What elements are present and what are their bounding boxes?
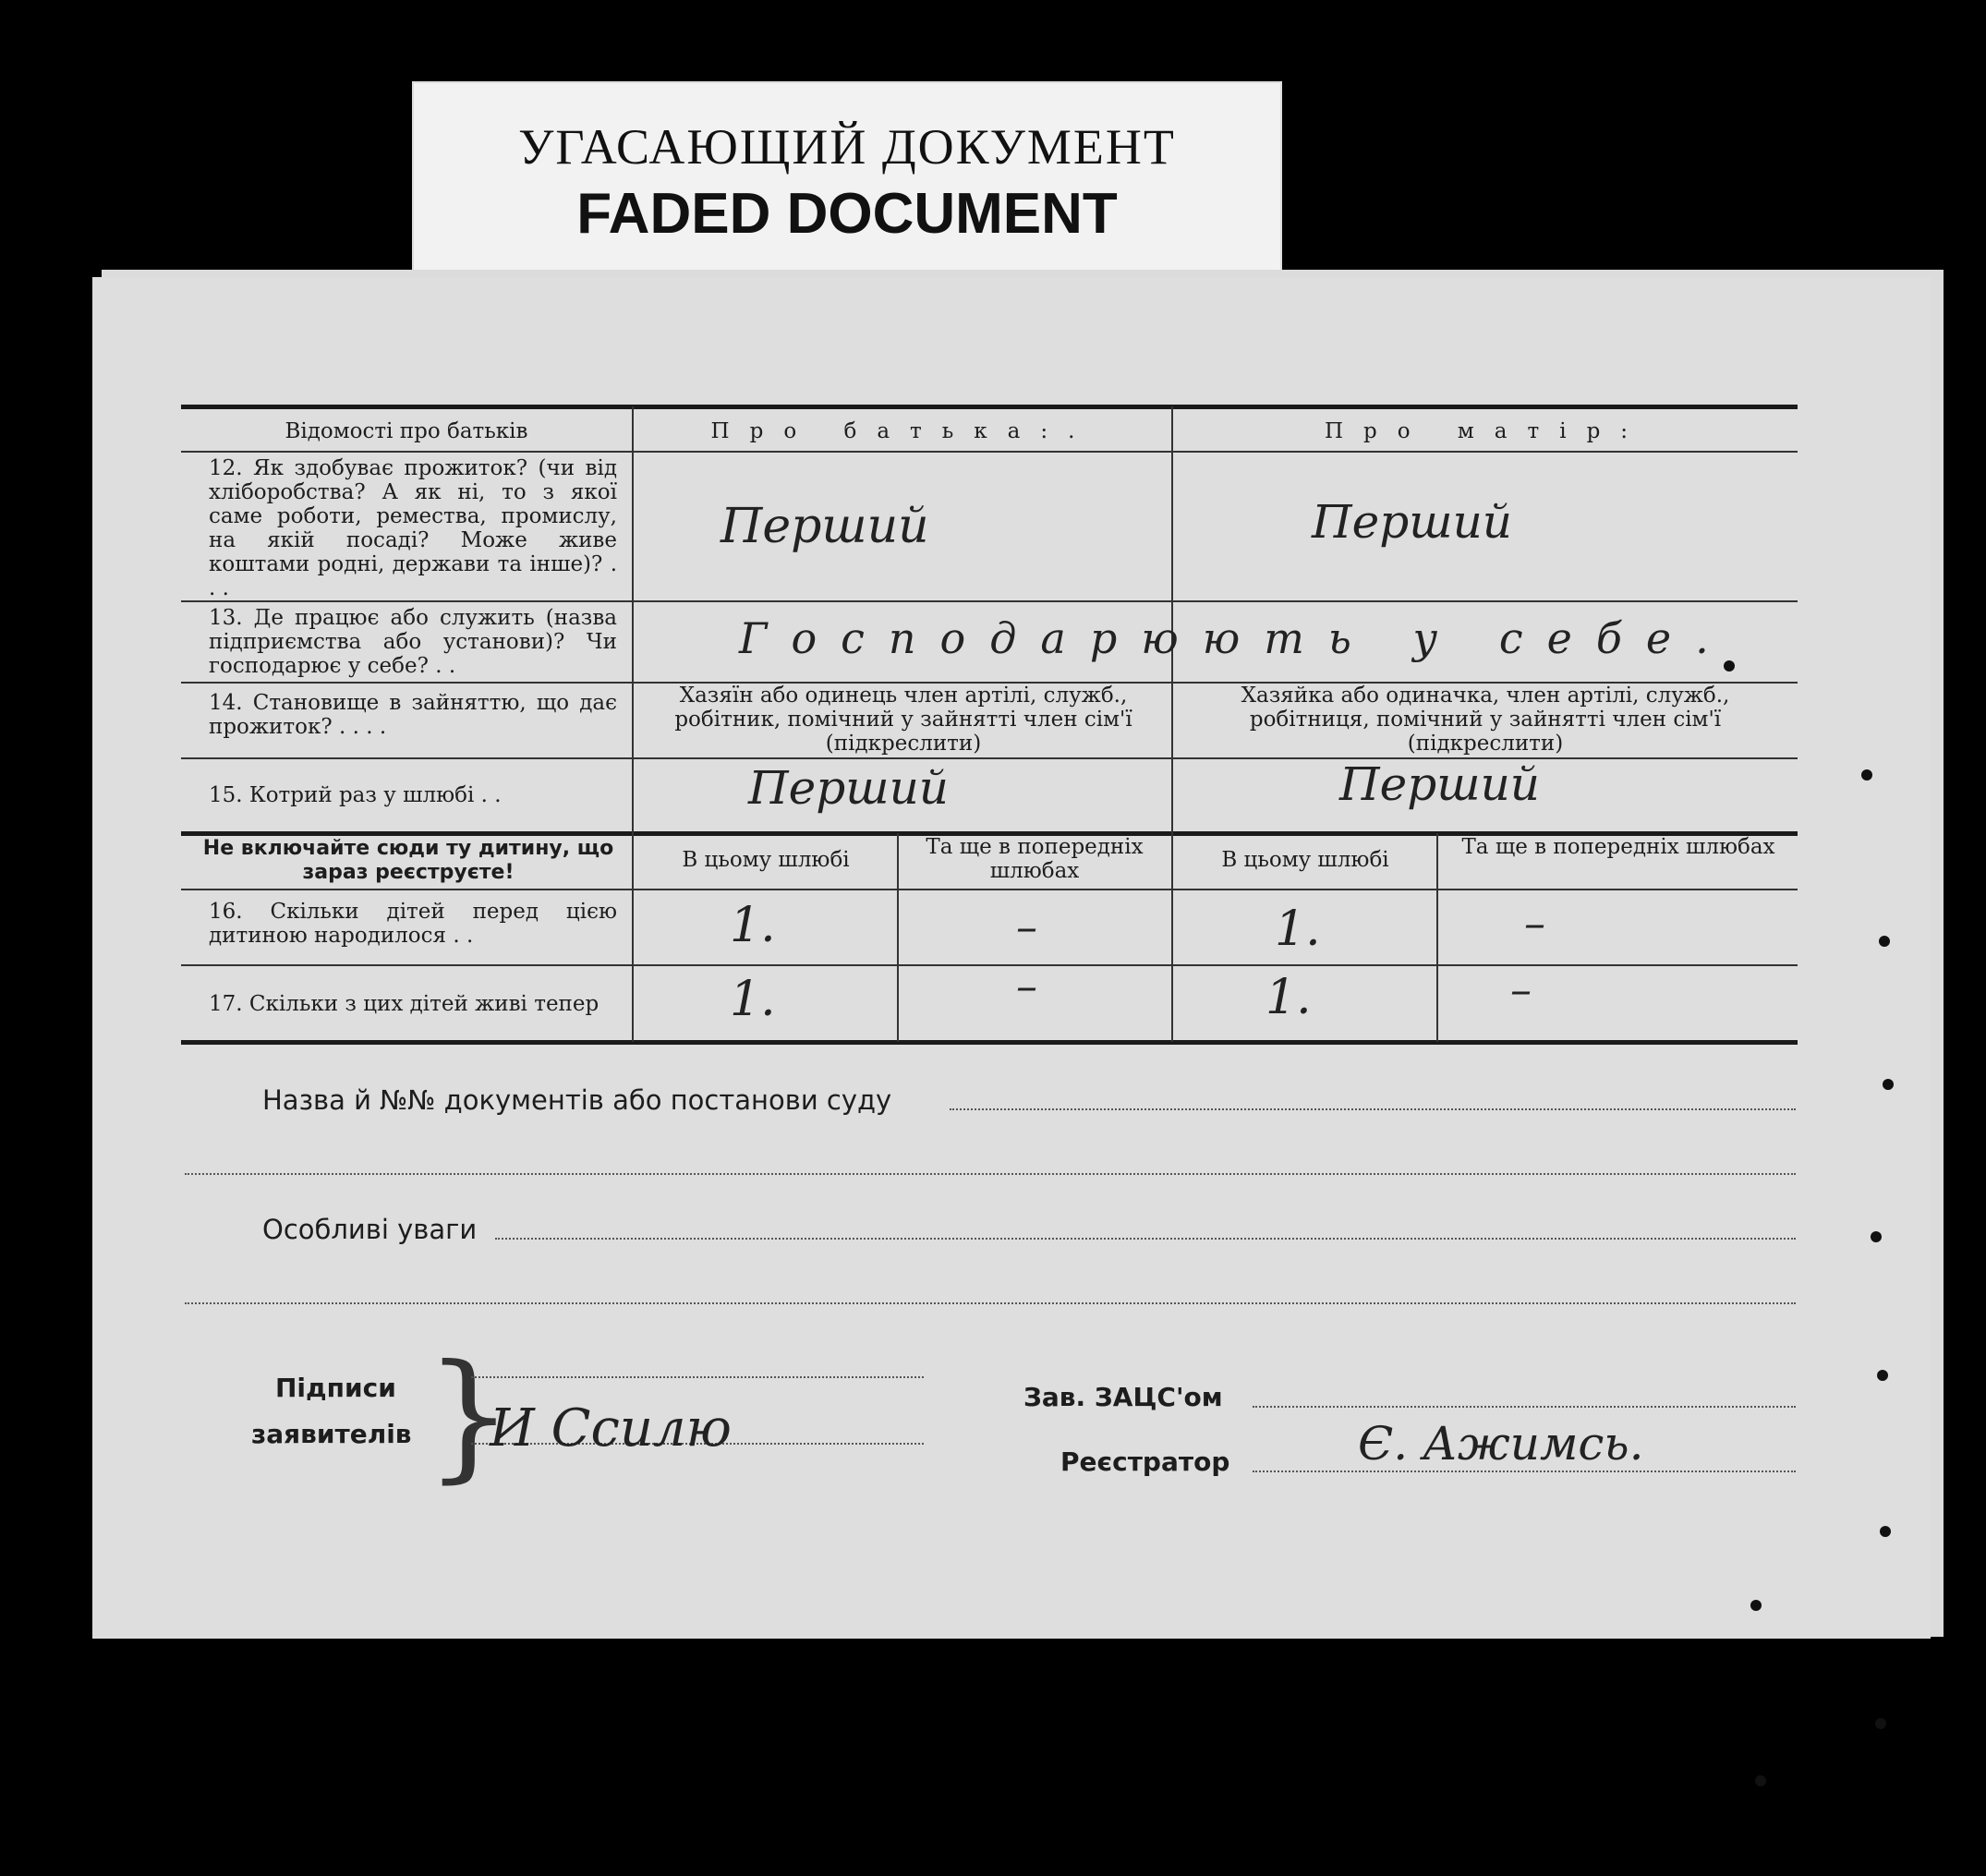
- punch-hole-icon: [1879, 936, 1890, 947]
- documents-line: [185, 1173, 1796, 1175]
- q12-mother-answer: Перший: [1312, 495, 1512, 549]
- q14-father-options: Хазяїн або одинець член артілі, служб., робітник, помічний у зайнятті член сім'ї (підкреслити): [674, 684, 1132, 756]
- punch-hole-icon: [1877, 1370, 1888, 1381]
- q16-label: 16. Скільки дітей перед цією дитиною народилося . .: [209, 900, 617, 948]
- father-previous-header: Та ще в попередніх шлюбах: [926, 835, 1144, 883]
- remarks-line: [185, 1302, 1796, 1304]
- q17-father-previous: –: [1016, 961, 1037, 1011]
- brace-icon: }: [425, 1336, 514, 1496]
- remarks-label: Особливі уваги: [262, 1214, 478, 1245]
- q15-mother-answer: Перший: [1339, 757, 1540, 811]
- registrar-signature: Є. Ажимсь.: [1358, 1417, 1644, 1471]
- q16-mother-this: 1.: [1275, 902, 1321, 957]
- q17-mother-this: 1.: [1265, 970, 1312, 1025]
- punch-hole-icon: [1755, 1775, 1766, 1786]
- table-top-rule: [181, 405, 1798, 409]
- children-note: Не включайте сюди ту дитину, що зараз реєструєте!: [202, 837, 614, 884]
- applicant-signature: И Ссилю: [490, 1398, 732, 1458]
- q13-answer: Господарюють у себе.: [739, 613, 1733, 663]
- head-label: Зав. ЗАЦС'ом: [1023, 1382, 1223, 1412]
- faded-document-label: [412, 81, 1282, 281]
- documents-label: Назва й №№ документів або постанови суду: [262, 1084, 892, 1116]
- header-father: Про батька:.: [710, 419, 1096, 443]
- remarks-line: [495, 1238, 1796, 1240]
- mother-previous-header: Та ще в попередніх шлюбах: [1461, 835, 1775, 859]
- punch-hole-icon: [1875, 1718, 1886, 1729]
- table-divider: [632, 406, 634, 1042]
- registrar-label: Реєстратор: [1060, 1446, 1230, 1477]
- table-rule: [181, 757, 1798, 759]
- signature-line: [471, 1376, 924, 1378]
- q15-label: 15. Котрий раз у шлюбі . .: [209, 783, 502, 807]
- q12-label: 12. Як здобуває прожиток? (чи від хліборобства? А як ні, то з якої саме роботи, ремества, промислу, на якій посаді? Може живе коштами родні, держави та інше)? . . .: [209, 456, 617, 600]
- punch-hole-icon: [1750, 1600, 1762, 1611]
- q16-mother-previous: –: [1524, 898, 1545, 948]
- table-rule: [181, 451, 1798, 453]
- q12-father-answer: Перший: [721, 499, 929, 554]
- head-signature-line: [1253, 1406, 1796, 1408]
- table-rule: [181, 600, 1798, 602]
- header-info: Відомості про батьків: [285, 419, 528, 443]
- q16-father-this: 1.: [730, 898, 776, 953]
- q17-father-this: 1.: [730, 972, 776, 1027]
- table-rule: [181, 964, 1798, 966]
- table-rule: [181, 889, 1798, 890]
- table-divider: [897, 833, 899, 1042]
- table-bottom-rule: [181, 1040, 1798, 1045]
- punch-hole-icon: [1883, 1079, 1894, 1090]
- q17-mother-previous: –: [1510, 964, 1532, 1014]
- applicants-label-2: заявителів: [251, 1419, 412, 1449]
- registrar-signature-line: [1253, 1471, 1796, 1472]
- label-russian: УГАСАЮЩИЙ ДОКУМЕНТ: [518, 119, 1176, 175]
- label-english: FADED DOCUMENT: [576, 182, 1118, 246]
- punch-hole-icon: [1871, 1231, 1882, 1242]
- q14-mother-options: Хазяйка або одиначка, член артілі, служб., робітниця, помічний у зайнятті член сім'ї (підкреслити): [1241, 684, 1730, 756]
- q16-father-previous: –: [1016, 902, 1037, 951]
- table-divider: [1171, 406, 1173, 1042]
- mother-this-marriage-header: В цьому шлюбі: [1221, 848, 1389, 872]
- punch-hole-icon: [1880, 1526, 1891, 1537]
- form-sheet: [92, 277, 1931, 1639]
- punch-hole-icon: [1861, 769, 1872, 781]
- applicants-label-1: Підписи: [275, 1373, 396, 1403]
- header-mother: Про матір:: [1324, 419, 1649, 443]
- table-divider: [1436, 833, 1438, 1042]
- q13-label: 13. Де працює або служить (назва підприємства або установи)? Чи господарює у себе? . .: [209, 606, 617, 678]
- documents-line: [950, 1108, 1796, 1110]
- q14-label: 14. Становище в зайняттю, що дає прожиток? . . . .: [209, 691, 617, 739]
- q15-father-answer: Перший: [748, 761, 949, 815]
- father-this-marriage-header: В цьому шлюбі: [682, 848, 850, 872]
- q17-label: 17. Скільки з цих дітей живі тепер: [209, 992, 599, 1016]
